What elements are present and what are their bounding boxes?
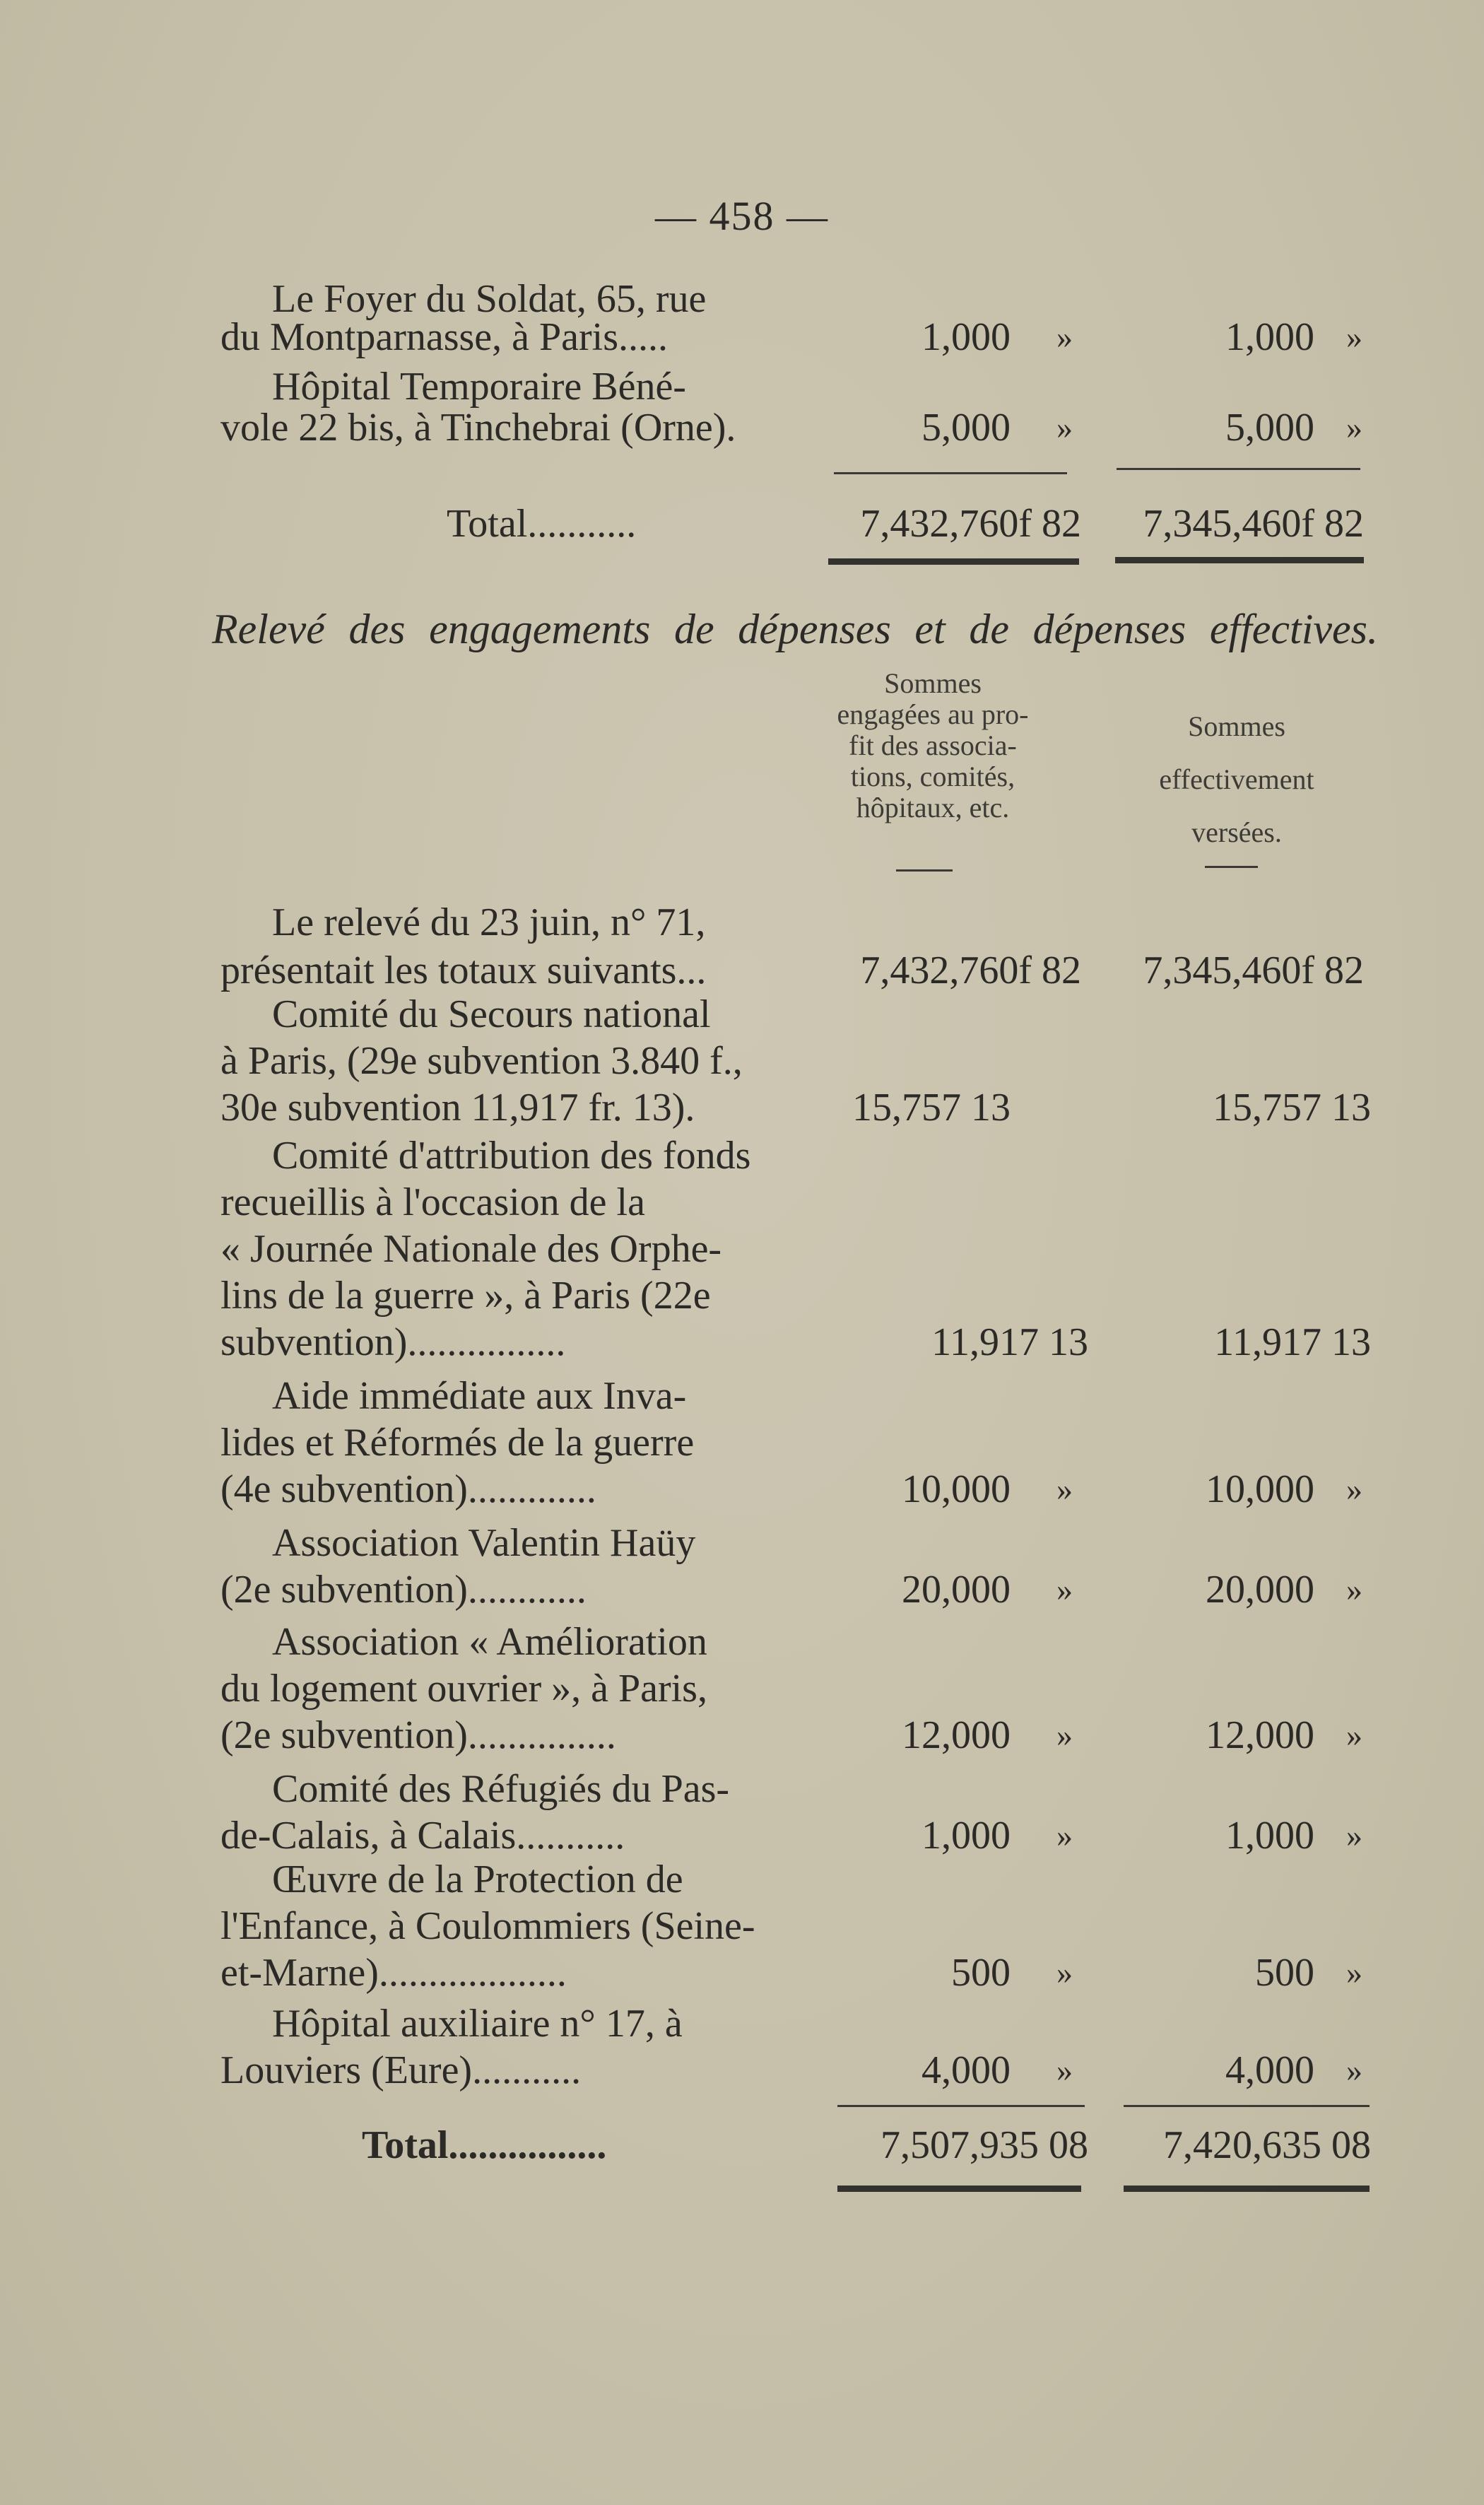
column-header-line: fit des associa-	[849, 729, 1017, 761]
row-description-line: « Journée Nationale des Orphe-	[220, 1227, 722, 1271]
amount-committed: 15,757 13	[852, 1086, 1011, 1130]
amount-committed: 10,000	[902, 1467, 1011, 1511]
amount-paid: 7,345,460f 82	[1143, 949, 1364, 992]
row-description-line: du logement ouvrier », à Paris,	[220, 1667, 707, 1711]
column-header-line: versées.	[1191, 816, 1282, 848]
amount-committed: 500	[951, 1951, 1011, 1995]
amount-committed: 5,000	[921, 406, 1011, 450]
total-paid: 7,420,635 08	[1163, 2123, 1371, 2167]
row-description-line: Comité des Réfugiés du Pas-	[272, 1767, 730, 1811]
ditto-mark: »	[1056, 409, 1073, 445]
ditto-mark: »	[1346, 319, 1362, 355]
row-description-line: Hôpital Temporaire Béné-	[272, 365, 686, 409]
total-committed: 7,432,760f 82	[860, 502, 1081, 546]
row-description-line: Association « Amélioration	[272, 1620, 707, 1664]
row-description-line: l'Enfance, à Coulommiers (Seine-	[220, 1904, 755, 1948]
ditto-mark: »	[1346, 1954, 1362, 1990]
total-label: Total................	[362, 2123, 607, 2167]
row-description-line: et-Marne)...................	[220, 1951, 567, 1995]
amount-paid: 12,000	[1206, 1713, 1314, 1757]
amount-paid: 10,000	[1206, 1467, 1314, 1511]
ditto-mark: »	[1346, 1471, 1362, 1507]
row-description-line: Le Foyer du Soldat, 65, rue	[272, 277, 707, 321]
row-description-line: vole 22 bis, à Tinchebrai (Orne).	[220, 406, 736, 450]
row-description-line: recueillis à l'occasion de la	[220, 1180, 645, 1224]
separator-line	[1117, 468, 1360, 470]
double-rule	[837, 2186, 1081, 2192]
separator-line	[834, 472, 1067, 474]
row-description-line: lins de la guerre », à Paris (22e	[220, 1274, 711, 1318]
ditto-mark: »	[1056, 1471, 1073, 1507]
row-description-line: lides et Réformés de la guerre	[220, 1421, 695, 1465]
row-description-line: Louviers (Eure)...........	[220, 2048, 582, 2092]
amount-paid: 15,757 13	[1213, 1086, 1371, 1130]
amount-committed: 1,000	[921, 315, 1011, 359]
table-row	[0, 312, 1484, 362]
row-description-line: subvention)................	[220, 1320, 566, 1364]
amount-paid: 1,000	[1225, 1814, 1314, 1858]
amount-committed: 12,000	[902, 1713, 1011, 1757]
ditto-mark: »	[1346, 409, 1362, 445]
ditto-mark: »	[1056, 1817, 1073, 1853]
column-header-paid	[1102, 700, 1371, 859]
column-header-line: Sommes	[884, 667, 982, 699]
amount-paid: 4,000	[1225, 2048, 1314, 2092]
column-header-line: effectivement	[1159, 763, 1314, 795]
ditto-mark: »	[1346, 1571, 1362, 1607]
row-description-line: Association Valentin Haüy	[272, 1521, 696, 1565]
double-rule	[828, 558, 1079, 565]
amount-paid: 1,000	[1225, 315, 1314, 359]
amount-committed: 11,917 13	[931, 1320, 1088, 1364]
row-description-line: du Montparnasse, à Paris.....	[220, 315, 669, 359]
double-rule	[1115, 557, 1364, 563]
column-header-line: engagées au pro-	[837, 698, 1029, 730]
column-header-line: tions, comités,	[850, 761, 1015, 792]
amount-committed: 7,432,760f 82	[860, 949, 1081, 992]
row-description-line: Le relevé du 23 juin, n° 71,	[272, 900, 706, 944]
ditto-mark: »	[1056, 1571, 1073, 1607]
amount-committed: 1,000	[921, 1814, 1011, 1858]
total-committed: 7,507,935 08	[881, 2123, 1088, 2167]
amount-committed: 4,000	[921, 2048, 1011, 2092]
ditto-mark: »	[1056, 1717, 1073, 1753]
ditto-mark: »	[1056, 1954, 1073, 1990]
ditto-mark: »	[1056, 319, 1073, 355]
amount-paid: 11,917 13	[1214, 1320, 1371, 1364]
separator-line	[1205, 866, 1258, 868]
row-description-line: (4e subvention).............	[220, 1467, 596, 1511]
row-description-line: Œuvre de la Protection de	[272, 1858, 683, 1901]
row-description-line: Comité d'attribution des fonds	[272, 1134, 751, 1178]
column-header-line: Sommes	[1188, 710, 1285, 742]
table-row	[0, 403, 1484, 452]
total-label: Total...........	[447, 502, 637, 546]
ditto-mark: »	[1346, 2052, 1362, 2088]
row-description-line: à Paris, (29e subvention 3.840 f.,	[220, 1039, 743, 1083]
section-heading: Relevé des engagements de dépenses et de dépenses effectives.	[212, 606, 1378, 652]
separator-line	[1124, 2105, 1370, 2107]
row-description-line: Comité du Secours national	[272, 992, 711, 1036]
column-header-committed	[784, 668, 1081, 823]
double-rule	[1124, 2186, 1370, 2192]
row-description-line: Hôpital auxiliaire n° 17, à	[272, 2002, 683, 2046]
ditto-mark: »	[1056, 2052, 1073, 2088]
page-number: — 458 —	[655, 193, 829, 239]
row-description-line: (2e subvention)............	[220, 1568, 587, 1612]
row-description-line: Aide immédiate aux Inva-	[272, 1374, 687, 1418]
ditto-mark: »	[1346, 1717, 1362, 1753]
ditto-mark: »	[1346, 1817, 1362, 1853]
separator-line	[896, 869, 953, 872]
amount-committed: 20,000	[902, 1568, 1011, 1612]
amount-paid: 20,000	[1206, 1568, 1314, 1612]
row-description-line: 30e subvention 11,917 fr. 13).	[220, 1086, 695, 1130]
amount-paid: 5,000	[1225, 406, 1314, 450]
row-description-line: de-Calais, à Calais...........	[220, 1814, 625, 1858]
separator-line	[837, 2105, 1085, 2107]
row-description-line: (2e subvention)...............	[220, 1713, 616, 1757]
row-description-line: présentait les totaux suivants...	[220, 949, 707, 992]
total-paid: 7,345,460f 82	[1143, 502, 1364, 546]
amount-paid: 500	[1255, 1951, 1314, 1995]
column-header-line: hôpitaux, etc.	[856, 792, 1010, 823]
